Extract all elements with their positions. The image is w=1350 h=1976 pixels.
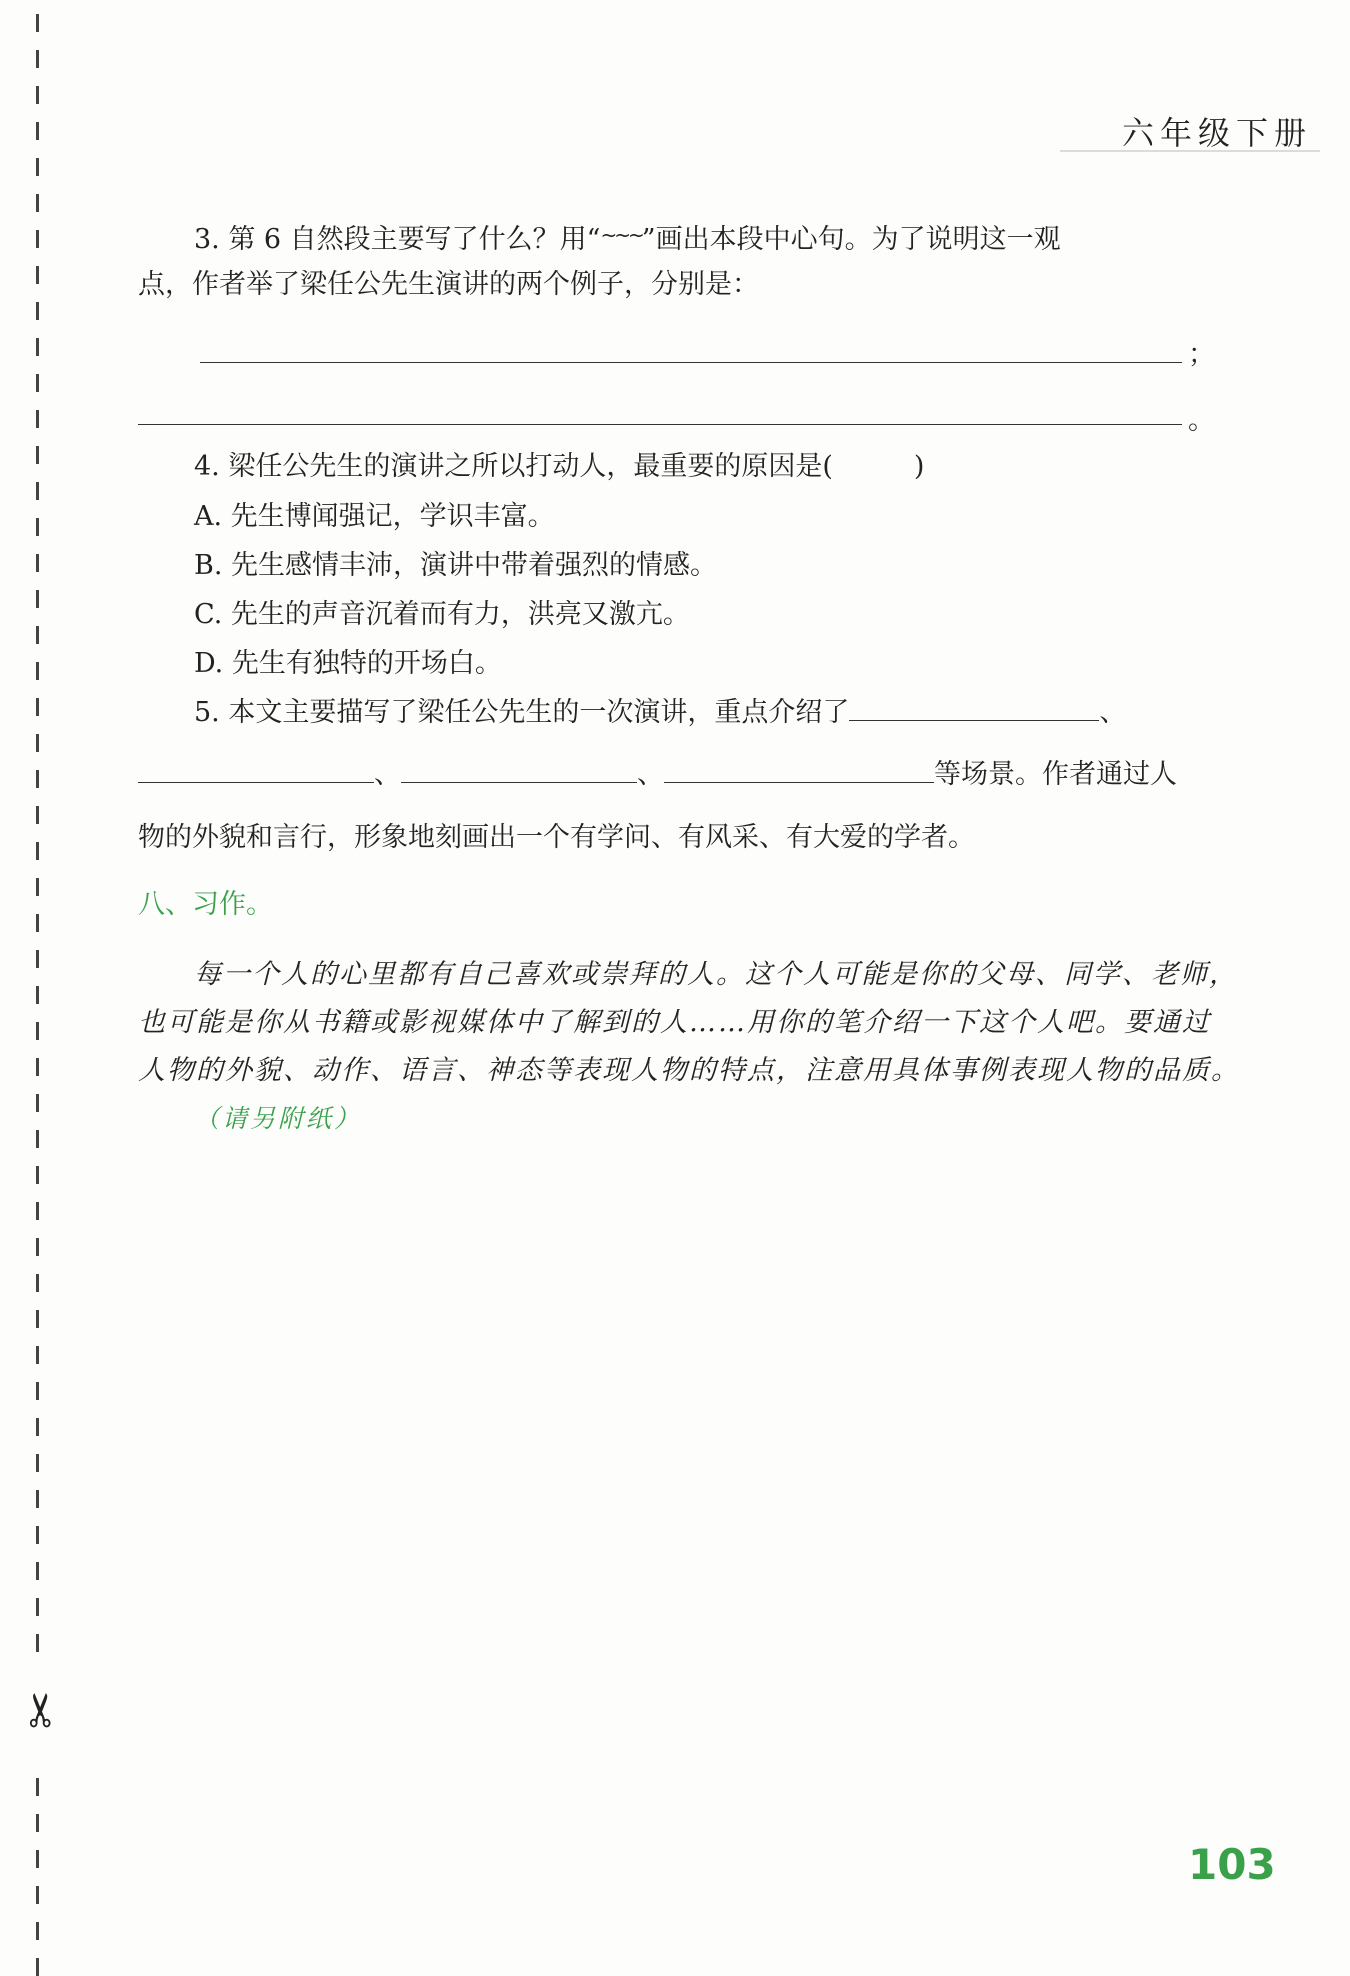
cut-line-dash bbox=[36, 662, 39, 680]
cut-line-dash bbox=[36, 986, 39, 1004]
scene-blank-2[interactable] bbox=[138, 752, 374, 783]
cut-line-dash bbox=[36, 734, 39, 752]
cut-line-dash bbox=[36, 266, 39, 284]
cut-line-dash bbox=[36, 1814, 39, 1832]
question-5-line-1 bbox=[138, 688, 1254, 738]
wavy-line-symbol: ~~~ bbox=[600, 223, 642, 247]
cut-line-dash bbox=[36, 14, 39, 32]
cut-line-dash bbox=[36, 410, 39, 428]
section-8-title: 八、习作。 bbox=[138, 889, 273, 920]
cut-line-dash bbox=[36, 1238, 39, 1256]
cut-line-dash bbox=[36, 1922, 39, 1940]
cut-line-dash bbox=[36, 230, 39, 248]
cut-line-dash bbox=[36, 1202, 39, 1220]
scene-blank-1[interactable] bbox=[849, 690, 1099, 721]
cut-line-dash bbox=[36, 950, 39, 968]
separator: 、 bbox=[374, 759, 401, 790]
cut-line-dash bbox=[36, 1454, 39, 1472]
answer-blank-2[interactable] bbox=[138, 424, 1182, 425]
essay-prompt-line-2: 也可能是你从书籍或影视媒体中了解到的人……用你的笔介绍一下这个人吧。要通过 bbox=[138, 1007, 1211, 1038]
cut-line-dash bbox=[36, 1778, 39, 1796]
cut-line-dash bbox=[36, 122, 39, 140]
question-5-line-2-end: 等场景。作者通过人 bbox=[934, 759, 1177, 790]
cut-line-dash bbox=[36, 554, 39, 572]
question-4-stem: 4. 梁任公先生的演讲之所以打动人，最重要的原因是( ) bbox=[194, 451, 925, 482]
cut-line-dash bbox=[36, 374, 39, 392]
cut-line-dash bbox=[36, 914, 39, 932]
scissors-icon: ✂ bbox=[13, 1687, 69, 1733]
blank-2-punct: 。 bbox=[1188, 405, 1215, 436]
cut-line-dash bbox=[36, 446, 39, 464]
cut-line-dash bbox=[36, 518, 39, 536]
question-3-line-2: 点，作者举了梁任公先生演讲的两个例子，分别是： bbox=[138, 269, 759, 300]
cut-line-dash bbox=[36, 1310, 39, 1328]
cut-line-dash bbox=[36, 1958, 39, 1976]
cut-line-dash bbox=[36, 626, 39, 644]
cut-line-dash bbox=[36, 1382, 39, 1400]
answer-blank-1[interactable] bbox=[200, 362, 1182, 363]
cut-line-dash bbox=[36, 1418, 39, 1436]
cut-line-dash bbox=[36, 770, 39, 788]
cut-line-dash bbox=[36, 482, 39, 500]
separator: 、 bbox=[1099, 697, 1127, 728]
cut-line-dash bbox=[36, 590, 39, 608]
cut-line-dash bbox=[36, 1526, 39, 1544]
option-d[interactable]: D. 先生有独特的开场白。 bbox=[194, 648, 502, 679]
cut-line-dash bbox=[36, 842, 39, 860]
question-3-prefix: 3. 第 6 自然段主要写了什么？用“ bbox=[194, 224, 601, 255]
cut-line-dash bbox=[36, 338, 39, 356]
cut-line-dash bbox=[36, 158, 39, 176]
cut-line-dash bbox=[36, 1886, 39, 1904]
cut-line-dash bbox=[36, 302, 39, 320]
question-3-suffix: ”画出本段中心句。为了说明这一观 bbox=[641, 224, 1061, 255]
cut-line-dash bbox=[36, 1850, 39, 1868]
cut-line-dash bbox=[36, 1022, 39, 1040]
cut-line-dash bbox=[36, 50, 39, 68]
blank-1-punct: ； bbox=[1188, 339, 1215, 370]
essay-prompt-line-3: 人物的外貌、动作、语言、神态等表现人物的特点，注意用具体事例表现人物的品质。 bbox=[138, 1055, 1240, 1086]
attach-paper-note: （请另附纸） bbox=[194, 1104, 363, 1133]
scene-blank-4[interactable] bbox=[664, 752, 934, 783]
page-number: 103 bbox=[1188, 1840, 1276, 1889]
cut-line-dash bbox=[36, 1058, 39, 1076]
cut-line-dash bbox=[36, 1130, 39, 1148]
option-b[interactable]: B. 先生感情丰沛，演讲中带着强烈的情感。 bbox=[194, 550, 718, 581]
question-5-text: 5. 本文主要描写了梁任公先生的一次演讲，重点介绍了 bbox=[194, 697, 850, 728]
cut-line-dash bbox=[36, 194, 39, 212]
scene-blank-3[interactable] bbox=[401, 752, 637, 783]
cut-line-dash bbox=[36, 878, 39, 896]
cut-line-dash bbox=[36, 1562, 39, 1580]
cut-line-dash bbox=[36, 1094, 39, 1112]
cut-line-dash bbox=[36, 1634, 39, 1652]
cut-line-dash bbox=[36, 1598, 39, 1616]
cut-line-dash bbox=[36, 806, 39, 824]
question-5-line-3: 物的外貌和言行，形象地刻画出一个有学问、有风采、有大爱的学者。 bbox=[138, 822, 975, 853]
option-c[interactable]: C. 先生的声音沉着而有力，洪亮又激亢。 bbox=[194, 599, 690, 630]
cut-line-dash bbox=[36, 1274, 39, 1292]
essay-prompt-line-1: 每一个人的心里都有自己喜欢或崇拜的人。这个人可能是你的父母、同学、老师， bbox=[194, 959, 1238, 990]
cut-line-dash bbox=[36, 698, 39, 716]
cut-line-dash bbox=[36, 1490, 39, 1508]
option-a[interactable]: A. 先生博闻强记，学识丰富。 bbox=[194, 501, 555, 532]
cut-line-dash bbox=[36, 1346, 39, 1364]
cut-line-dash bbox=[36, 86, 39, 104]
cut-line-dash bbox=[36, 1166, 39, 1184]
question-5-line-2 bbox=[138, 750, 1198, 800]
question-3-line-1 bbox=[138, 210, 1254, 265]
grade-label: 六年级下册 bbox=[1121, 114, 1312, 152]
separator: 、 bbox=[637, 759, 664, 790]
